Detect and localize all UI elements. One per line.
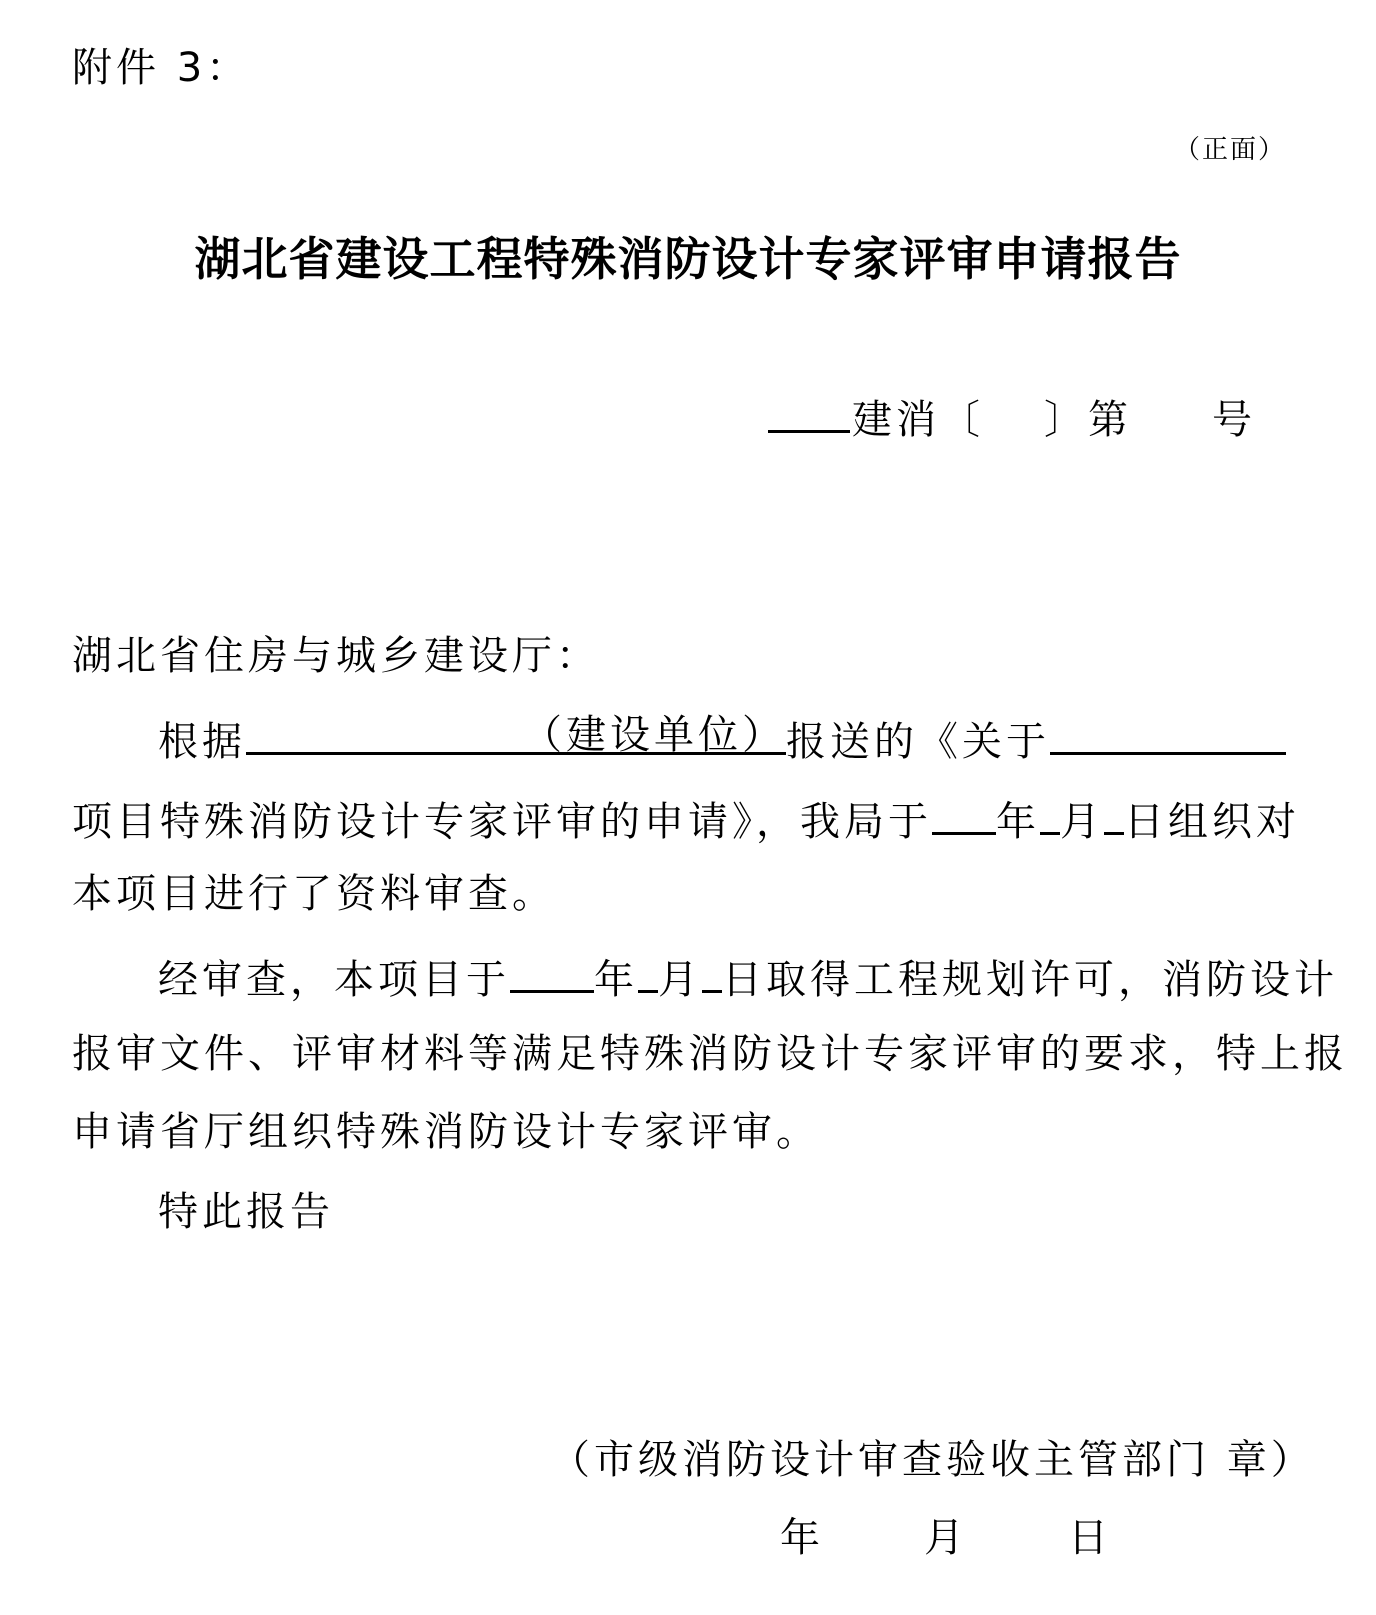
date-year: 年	[780, 1515, 824, 1561]
para1-line1	[158, 712, 1286, 765]
day-blank-1	[1104, 796, 1124, 835]
project-blank-line	[1050, 716, 1286, 755]
attachment-label: 附件 3：	[72, 45, 251, 91]
document-title: 湖北省建设工程特殊消防设计专家评审申请报告	[194, 232, 1182, 286]
para1-start: 根据	[158, 719, 246, 765]
day-blank-2	[702, 954, 722, 993]
date-month: 月	[924, 1515, 968, 1561]
month-blank-1	[1040, 796, 1060, 835]
unit-blank-line	[246, 712, 786, 758]
para2-line1	[158, 954, 1338, 1003]
para1-mid: 报送的《关于	[786, 719, 1050, 765]
para2-line3: 申请省厅组织特殊消防设计专家评审。	[72, 1109, 820, 1155]
reference-number	[768, 394, 1256, 443]
para2-rest: 日取得工程规划许可，消防设计	[722, 957, 1338, 1003]
month-label-2: 月	[658, 957, 702, 1003]
side-label: （正面）	[1173, 135, 1286, 165]
year-blank-1	[932, 796, 996, 835]
ref-blank-line	[768, 394, 850, 433]
para1-line2-text: 项目特殊消防设计专家评审的申请》，我局于	[72, 799, 932, 845]
day-label-1: 日组织对	[1124, 799, 1300, 845]
closing-text: 特此报告	[158, 1189, 334, 1235]
year-blank-2	[510, 954, 594, 993]
unit-hint: （建设单位）	[522, 712, 786, 758]
date-day: 日	[1068, 1515, 1112, 1561]
para1-line3: 本项目进行了资料审查。	[72, 871, 556, 917]
ref-middle: 〕第	[1044, 397, 1132, 443]
month-label-1: 月	[1060, 799, 1104, 845]
seal-text: （市级消防设计审查验收主管部门 章）	[550, 1437, 1315, 1483]
para2-start: 经审查，本项目于	[158, 957, 510, 1003]
para2-line2: 报审文件、评审材料等满足特殊消防设计专家评审的要求，特上报	[72, 1031, 1348, 1077]
year-label-1: 年	[996, 799, 1040, 845]
ref-prefix: 建消〔	[852, 397, 984, 443]
para1-line2	[72, 796, 1300, 845]
ref-suffix: 号	[1212, 397, 1256, 443]
date-line	[780, 1515, 1112, 1561]
year-label-2: 年	[594, 957, 638, 1003]
month-blank-2	[638, 954, 658, 993]
addressee: 湖北省住房与城乡建设厅：	[72, 633, 600, 679]
